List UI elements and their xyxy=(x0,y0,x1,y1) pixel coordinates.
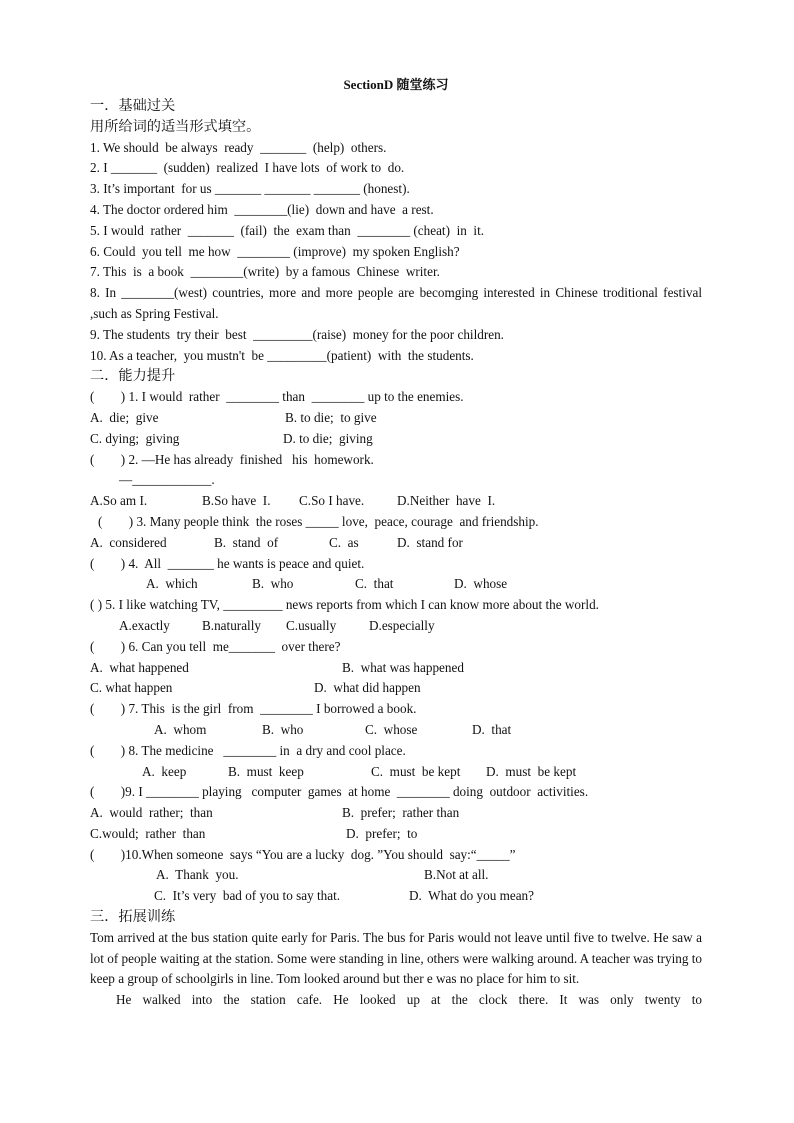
option: C. whose xyxy=(365,721,418,737)
fill-item-7: 7. This is a book ________(write) by a famous Chinese writer. xyxy=(90,264,440,280)
question-6-options-ab xyxy=(90,658,702,679)
question-8-options xyxy=(90,762,702,783)
question-9-options-cd xyxy=(90,824,702,845)
option: B.naturally xyxy=(202,617,261,633)
question-4-options xyxy=(90,574,702,595)
option: A. which xyxy=(146,576,198,592)
option: A.exactly xyxy=(119,617,170,633)
section2-heading: 二．能力提升 xyxy=(90,368,176,385)
option: C.would; rather than xyxy=(90,825,206,841)
option: A. what happened xyxy=(90,659,189,675)
option: A. considered xyxy=(90,534,167,550)
option: B. must keep xyxy=(228,763,304,779)
option: D. prefer; to xyxy=(346,825,418,841)
worksheet-page xyxy=(90,74,702,1011)
question-5-options xyxy=(90,616,702,637)
option: A. keep xyxy=(142,763,187,779)
question-10-options-cd xyxy=(90,886,702,907)
option: B. stand of xyxy=(214,534,279,550)
option: D. must be kept xyxy=(486,763,577,779)
question-8: ( ) 8. The medicine ________ in a dry and cool place. xyxy=(90,742,406,758)
option: C. what happen xyxy=(90,680,173,696)
option: C. that xyxy=(355,576,394,592)
option: B.So have I. xyxy=(202,493,271,509)
fill-item-1: 1. We should be always ready _______ (help) others. xyxy=(90,139,387,155)
option: C. must be kept xyxy=(371,763,461,779)
question-2: ( ) 2. —He has already finished his homework. xyxy=(90,451,374,467)
question-10-options-ab xyxy=(90,865,702,886)
question-3: ( ) 3. Many people think the roses _____ love, peace, courage and friendship. xyxy=(98,513,539,529)
question-1: ( ) 1. I would rather ________ than ________ up to the enemies. xyxy=(90,389,464,405)
option: A. Thank you. xyxy=(156,867,239,883)
option: C.usually xyxy=(286,617,337,633)
question-9-options-ab xyxy=(90,803,702,824)
option: A. die; give xyxy=(90,409,159,425)
section3-heading: 三．拓展训练 xyxy=(90,909,176,926)
option: C. dying; giving xyxy=(90,430,180,446)
question-7-options xyxy=(90,720,702,741)
option: B. who xyxy=(252,576,294,592)
option: A.So am I. xyxy=(90,493,148,509)
reading-paragraph-2: He walked into the station cafe. He looked up at the clock there. It was only twenty to xyxy=(116,992,702,1008)
option: C.So I have. xyxy=(299,493,365,509)
fill-item-4: 4. The doctor ordered him ________(lie) down and have a rest. xyxy=(90,201,434,217)
option: A. whom xyxy=(154,721,207,737)
option: C. It’s very bad of you to say that. xyxy=(154,888,341,904)
section1-instruction: 用所给词的适当形式填空。 xyxy=(90,118,261,135)
question-6-options-cd xyxy=(90,678,702,699)
option: A. would rather; than xyxy=(90,805,213,821)
option: B.Not at all. xyxy=(424,867,489,883)
fill-item-10: 10. As a teacher, you mustn't be _________(patient) with the students. xyxy=(90,347,474,363)
option: D. What do you mean? xyxy=(409,888,535,904)
question-1-options-cd xyxy=(90,429,702,450)
reading-paragraph-1: Tom arrived at the bus station quite early for Paris. The bus for Paris would not leave until five to twelve. He saw a lot of people waiting at the station. Some were standing in line, others were walking around. A teacher was trying to keep a group of schoolgirls in line. Tom looked around but ther e was no place for him to sit. xyxy=(90,929,702,987)
option: D. to die; giving xyxy=(283,430,373,446)
option: B. to die; to give xyxy=(285,409,377,425)
option: D.especially xyxy=(369,617,435,633)
fill-item-3: 3. It’s important for us _______ _______ _______ (honest). xyxy=(90,181,410,197)
question-6: ( ) 6. Can you tell me_______ over there? xyxy=(90,638,341,654)
question-2-answer-blank: —____________. xyxy=(119,472,215,488)
fill-item-9: 9. The students try their best _________(raise) money for the poor children. xyxy=(90,326,504,342)
question-9: ( )9. I ________ playing computer games at home ________ doing outdoor activities. xyxy=(90,784,589,800)
option: B. prefer; rather than xyxy=(342,805,460,821)
question-10: ( )10.When someone says “You are a lucky dog. ”You should say:“_____” xyxy=(90,846,516,862)
option: B. what was happened xyxy=(342,659,464,675)
option: D. whose xyxy=(454,576,508,592)
option: D.Neither have I. xyxy=(397,493,496,509)
question-1-options-ab xyxy=(90,408,702,429)
question-3-options xyxy=(90,533,702,554)
question-7: ( ) 7. This is the girl from ________ I borrowed a book. xyxy=(90,701,417,717)
page-title: SectionD 随堂练习 xyxy=(343,77,449,92)
option: D. what did happen xyxy=(314,680,421,696)
option: D. stand for xyxy=(397,534,463,550)
fill-item-6: 6. Could you tell me how ________ (improve) my spoken English? xyxy=(90,243,460,259)
question-2-options xyxy=(90,491,702,512)
question-4: ( ) 4. All _______ he wants is peace and quiet. xyxy=(90,555,365,571)
option: B. who xyxy=(262,721,304,737)
fill-item-8: 8. In ________(west) countries, more and more people are becomging interested in Chinese troditional festival ,such as Spring Festival. xyxy=(90,285,702,321)
fill-item-2: 2. I _______ (sudden) realized I have lots of work to do. xyxy=(90,160,405,176)
question-5: ( ) 5. I like watching TV, _________ news reports from which I can know more about the world. xyxy=(90,597,599,613)
option: C. as xyxy=(329,534,359,550)
option: D. that xyxy=(472,721,512,737)
section1-heading: 一．基础过关 xyxy=(90,98,176,114)
fill-item-5: 5. I would rather _______ (fail) the exam than ________ (cheat) in it. xyxy=(90,222,485,238)
